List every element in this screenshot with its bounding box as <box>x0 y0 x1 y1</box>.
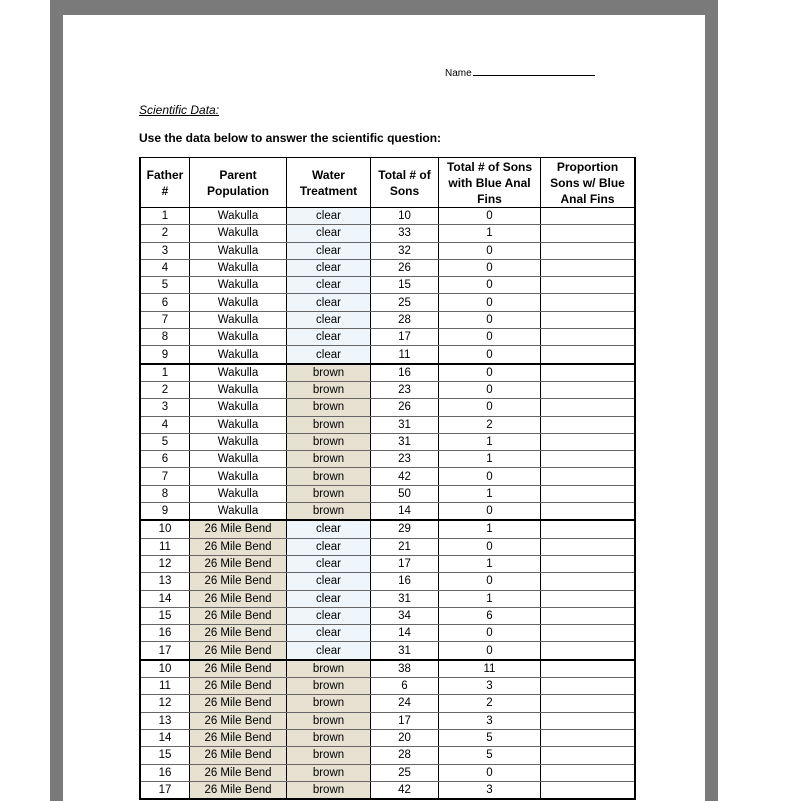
cell-water-treatment: brown <box>287 399 371 416</box>
cell-water-treatment: clear <box>287 329 371 346</box>
cell-parent-population: Wakulla <box>190 259 287 276</box>
cell-total-sons: 33 <box>371 225 439 242</box>
cell-father: 15 <box>140 607 190 624</box>
cell-father: 11 <box>140 678 190 695</box>
cell-parent-population: Wakulla <box>190 503 287 521</box>
cell-total-sons: 16 <box>371 573 439 590</box>
cell-father: 12 <box>140 555 190 572</box>
cell-water-treatment: clear <box>287 208 371 225</box>
cell-water-treatment: brown <box>287 764 371 781</box>
cell-blue-anal-fins: 6 <box>439 607 541 624</box>
cell-proportion[interactable] <box>541 451 636 468</box>
cell-proportion[interactable] <box>541 416 636 433</box>
cell-father: 3 <box>140 242 190 259</box>
cell-total-sons: 29 <box>371 520 439 538</box>
table-row <box>140 399 635 416</box>
cell-water-treatment: clear <box>287 625 371 642</box>
cell-father: 16 <box>140 764 190 781</box>
cell-proportion[interactable] <box>541 764 636 781</box>
name-label: Name <box>445 68 472 79</box>
cell-total-sons: 16 <box>371 364 439 382</box>
cell-water-treatment: brown <box>287 416 371 433</box>
cell-proportion[interactable] <box>541 346 636 364</box>
cell-proportion[interactable] <box>541 485 636 502</box>
cell-blue-anal-fins: 3 <box>439 781 541 799</box>
cell-total-sons: 6 <box>371 678 439 695</box>
cell-water-treatment: clear <box>287 259 371 276</box>
cell-water-treatment: brown <box>287 433 371 450</box>
cell-parent-population: 26 Mile Bend <box>190 538 287 555</box>
cell-proportion[interactable] <box>541 329 636 346</box>
data-table <box>139 157 636 800</box>
cell-blue-anal-fins: 0 <box>439 242 541 259</box>
cell-water-treatment: clear <box>287 311 371 328</box>
cell-blue-anal-fins: 0 <box>439 764 541 781</box>
cell-father: 1 <box>140 208 190 225</box>
table-row <box>140 294 635 311</box>
cell-proportion[interactable] <box>541 712 636 729</box>
cell-blue-anal-fins: 0 <box>439 642 541 660</box>
cell-proportion[interactable] <box>541 781 636 799</box>
table-row <box>140 729 635 746</box>
cell-parent-population: Wakulla <box>190 329 287 346</box>
cell-blue-anal-fins: 0 <box>439 503 541 521</box>
cell-proportion[interactable] <box>541 311 636 328</box>
cell-blue-anal-fins: 5 <box>439 747 541 764</box>
cell-total-sons: 14 <box>371 625 439 642</box>
table-row <box>140 695 635 712</box>
cell-total-sons: 31 <box>371 642 439 660</box>
cell-proportion[interactable] <box>541 678 636 695</box>
cell-total-sons: 50 <box>371 485 439 502</box>
cell-father: 6 <box>140 451 190 468</box>
table-row <box>140 433 635 450</box>
cell-parent-population: 26 Mile Bend <box>190 625 287 642</box>
cell-parent-population: Wakulla <box>190 416 287 433</box>
viewer-frame-right <box>705 0 718 801</box>
cell-proportion[interactable] <box>541 747 636 764</box>
table-row <box>140 311 635 328</box>
cell-proportion[interactable] <box>541 590 636 607</box>
table-row <box>140 346 635 364</box>
cell-blue-anal-fins: 1 <box>439 555 541 572</box>
cell-blue-anal-fins: 3 <box>439 678 541 695</box>
cell-total-sons: 31 <box>371 416 439 433</box>
cell-proportion[interactable] <box>541 642 636 660</box>
table-row <box>140 364 635 382</box>
cell-water-treatment: clear <box>287 573 371 590</box>
table-row <box>140 660 635 678</box>
table-row <box>140 242 635 259</box>
cell-blue-anal-fins: 0 <box>439 538 541 555</box>
table-row <box>140 555 635 572</box>
cell-proportion[interactable] <box>541 294 636 311</box>
cell-water-treatment: brown <box>287 451 371 468</box>
cell-parent-population: Wakulla <box>190 451 287 468</box>
cell-parent-population: 26 Mile Bend <box>190 555 287 572</box>
cell-water-treatment: clear <box>287 225 371 242</box>
table-row <box>140 781 635 799</box>
table-row <box>140 538 635 555</box>
table-row <box>140 503 635 521</box>
cell-father: 7 <box>140 311 190 328</box>
viewer-frame-top <box>50 0 718 15</box>
cell-proportion[interactable] <box>541 399 636 416</box>
cell-father: 3 <box>140 399 190 416</box>
cell-parent-population: 26 Mile Bend <box>190 781 287 799</box>
cell-total-sons: 23 <box>371 381 439 398</box>
cell-father: 8 <box>140 329 190 346</box>
cell-total-sons: 34 <box>371 607 439 624</box>
cell-blue-anal-fins: 1 <box>439 590 541 607</box>
table-row <box>140 381 635 398</box>
cell-total-sons: 26 <box>371 259 439 276</box>
cell-father: 12 <box>140 695 190 712</box>
cell-total-sons: 23 <box>371 451 439 468</box>
cell-water-treatment: brown <box>287 781 371 799</box>
table-row <box>140 520 635 538</box>
cell-father: 2 <box>140 381 190 398</box>
cell-parent-population: Wakulla <box>190 225 287 242</box>
cell-blue-anal-fins: 0 <box>439 294 541 311</box>
cell-proportion[interactable] <box>541 573 636 590</box>
cell-father: 1 <box>140 364 190 382</box>
cell-total-sons: 11 <box>371 346 439 364</box>
header-proportion: Proportion Sons w/ Blue Anal Fins <box>541 158 636 208</box>
cell-parent-population: Wakulla <box>190 346 287 364</box>
cell-total-sons: 15 <box>371 277 439 294</box>
table-row <box>140 678 635 695</box>
cell-parent-population: 26 Mile Bend <box>190 695 287 712</box>
cell-father: 13 <box>140 573 190 590</box>
cell-proportion[interactable] <box>541 607 636 624</box>
cell-proportion[interactable] <box>541 520 636 538</box>
cell-proportion[interactable] <box>541 225 636 242</box>
cell-total-sons: 42 <box>371 468 439 485</box>
cell-water-treatment: brown <box>287 381 371 398</box>
cell-water-treatment: brown <box>287 678 371 695</box>
cell-total-sons: 38 <box>371 660 439 678</box>
cell-father: 7 <box>140 468 190 485</box>
cell-father: 14 <box>140 590 190 607</box>
table-row <box>140 590 635 607</box>
header-water-treatment: Water Treatment <box>287 158 371 208</box>
cell-father: 10 <box>140 520 190 538</box>
cell-parent-population: 26 Mile Bend <box>190 573 287 590</box>
cell-father: 17 <box>140 642 190 660</box>
header-blue-anal-fins: Total # of Sons with Blue Anal Fins <box>439 158 541 208</box>
cell-parent-population: Wakulla <box>190 242 287 259</box>
table-row <box>140 225 635 242</box>
cell-total-sons: 17 <box>371 712 439 729</box>
cell-total-sons: 20 <box>371 729 439 746</box>
cell-blue-anal-fins: 0 <box>439 364 541 382</box>
cell-water-treatment: clear <box>287 607 371 624</box>
cell-blue-anal-fins: 1 <box>439 433 541 450</box>
cell-water-treatment: brown <box>287 503 371 521</box>
cell-blue-anal-fins: 2 <box>439 695 541 712</box>
cell-parent-population: 26 Mile Bend <box>190 712 287 729</box>
cell-total-sons: 24 <box>371 695 439 712</box>
cell-water-treatment: brown <box>287 729 371 746</box>
cell-total-sons: 28 <box>371 747 439 764</box>
table-row <box>140 764 635 781</box>
cell-parent-population: 26 Mile Bend <box>190 590 287 607</box>
cell-father: 9 <box>140 346 190 364</box>
table-row <box>140 607 635 624</box>
cell-father: 10 <box>140 660 190 678</box>
cell-proportion[interactable] <box>541 729 636 746</box>
cell-father: 6 <box>140 294 190 311</box>
cell-total-sons: 10 <box>371 208 439 225</box>
cell-water-treatment: brown <box>287 485 371 502</box>
cell-total-sons: 32 <box>371 242 439 259</box>
cell-father: 5 <box>140 277 190 294</box>
cell-father: 2 <box>140 225 190 242</box>
cell-proportion[interactable] <box>541 503 636 521</box>
cell-proportion[interactable] <box>541 364 636 382</box>
cell-parent-population: Wakulla <box>190 277 287 294</box>
cell-parent-population: 26 Mile Bend <box>190 764 287 781</box>
table-row <box>140 712 635 729</box>
table-row <box>140 468 635 485</box>
cell-water-treatment: clear <box>287 538 371 555</box>
cell-total-sons: 17 <box>371 555 439 572</box>
cell-father: 4 <box>140 259 190 276</box>
header-parent-population: Parent Population <box>190 158 287 208</box>
table-body <box>140 208 635 800</box>
cell-total-sons: 25 <box>371 764 439 781</box>
table-row <box>140 747 635 764</box>
cell-father: 13 <box>140 712 190 729</box>
cell-parent-population: Wakulla <box>190 381 287 398</box>
cell-water-treatment: clear <box>287 590 371 607</box>
header-total-sons: Total # of Sons <box>371 158 439 208</box>
cell-proportion[interactable] <box>541 555 636 572</box>
name-blank-line[interactable] <box>473 66 595 76</box>
cell-parent-population: Wakulla <box>190 399 287 416</box>
cell-father: 17 <box>140 781 190 799</box>
cell-parent-population: 26 Mile Bend <box>190 642 287 660</box>
cell-water-treatment: clear <box>287 242 371 259</box>
cell-parent-population: Wakulla <box>190 311 287 328</box>
cell-water-treatment: clear <box>287 555 371 572</box>
table-row <box>140 259 635 276</box>
cell-parent-population: 26 Mile Bend <box>190 660 287 678</box>
cell-father: 4 <box>140 416 190 433</box>
cell-father: 5 <box>140 433 190 450</box>
cell-parent-population: Wakulla <box>190 468 287 485</box>
cell-parent-population: Wakulla <box>190 485 287 502</box>
cell-water-treatment: clear <box>287 520 371 538</box>
cell-blue-anal-fins: 0 <box>439 381 541 398</box>
cell-father: 15 <box>140 747 190 764</box>
cell-parent-population: 26 Mile Bend <box>190 607 287 624</box>
cell-water-treatment: brown <box>287 712 371 729</box>
cell-father: 16 <box>140 625 190 642</box>
cell-blue-anal-fins: 0 <box>439 625 541 642</box>
cell-blue-anal-fins: 0 <box>439 329 541 346</box>
cell-water-treatment: brown <box>287 747 371 764</box>
cell-parent-population: 26 Mile Bend <box>190 678 287 695</box>
cell-blue-anal-fins: 11 <box>439 660 541 678</box>
cell-blue-anal-fins: 0 <box>439 259 541 276</box>
section-title: Scientific Data: <box>139 103 220 117</box>
cell-father: 8 <box>140 485 190 502</box>
cell-proportion[interactable] <box>541 208 636 225</box>
cell-parent-population: Wakulla <box>190 294 287 311</box>
cell-blue-anal-fins: 5 <box>439 729 541 746</box>
cell-total-sons: 21 <box>371 538 439 555</box>
table-row <box>140 416 635 433</box>
cell-blue-anal-fins: 0 <box>439 311 541 328</box>
cell-proportion[interactable] <box>541 660 636 678</box>
cell-proportion[interactable] <box>541 277 636 294</box>
cell-water-treatment: clear <box>287 642 371 660</box>
table-row <box>140 573 635 590</box>
cell-blue-anal-fins: 0 <box>439 468 541 485</box>
cell-total-sons: 28 <box>371 311 439 328</box>
table-header-row <box>140 158 635 208</box>
table-row <box>140 277 635 294</box>
cell-total-sons: 31 <box>371 433 439 450</box>
cell-proportion[interactable] <box>541 381 636 398</box>
cell-proportion[interactable] <box>541 433 636 450</box>
table-row <box>140 625 635 642</box>
cell-proportion[interactable] <box>541 468 636 485</box>
cell-total-sons: 14 <box>371 503 439 521</box>
cell-blue-anal-fins: 0 <box>439 399 541 416</box>
cell-total-sons: 17 <box>371 329 439 346</box>
table-row <box>140 642 635 660</box>
cell-parent-population: 26 Mile Bend <box>190 520 287 538</box>
cell-proportion[interactable] <box>541 625 636 642</box>
cell-blue-anal-fins: 1 <box>439 451 541 468</box>
header-father: Father # <box>140 158 190 208</box>
cell-parent-population: 26 Mile Bend <box>190 747 287 764</box>
name-field[interactable] <box>445 66 595 79</box>
cell-father: 11 <box>140 538 190 555</box>
table-row <box>140 208 635 225</box>
cell-parent-population: 26 Mile Bend <box>190 729 287 746</box>
table-row <box>140 329 635 346</box>
cell-proportion[interactable] <box>541 242 636 259</box>
instruction-text: Use the data below to answer the scientific question: <box>139 131 442 145</box>
cell-blue-anal-fins: 0 <box>439 346 541 364</box>
table-row <box>140 451 635 468</box>
cell-total-sons: 31 <box>371 590 439 607</box>
cell-proportion[interactable] <box>541 538 636 555</box>
cell-blue-anal-fins: 3 <box>439 712 541 729</box>
cell-water-treatment: clear <box>287 277 371 294</box>
cell-blue-anal-fins: 1 <box>439 520 541 538</box>
table-row <box>140 485 635 502</box>
cell-father: 14 <box>140 729 190 746</box>
viewer-frame-left <box>50 0 63 801</box>
cell-water-treatment: clear <box>287 346 371 364</box>
cell-water-treatment: clear <box>287 294 371 311</box>
cell-water-treatment: brown <box>287 695 371 712</box>
cell-blue-anal-fins: 0 <box>439 573 541 590</box>
cell-total-sons: 26 <box>371 399 439 416</box>
cell-water-treatment: brown <box>287 468 371 485</box>
cell-total-sons: 25 <box>371 294 439 311</box>
cell-water-treatment: brown <box>287 364 371 382</box>
cell-water-treatment: brown <box>287 660 371 678</box>
cell-parent-population: Wakulla <box>190 208 287 225</box>
cell-blue-anal-fins: 0 <box>439 277 541 294</box>
cell-proportion[interactable] <box>541 259 636 276</box>
cell-blue-anal-fins: 0 <box>439 208 541 225</box>
cell-blue-anal-fins: 1 <box>439 485 541 502</box>
cell-father: 9 <box>140 503 190 521</box>
cell-parent-population: Wakulla <box>190 433 287 450</box>
cell-blue-anal-fins: 2 <box>439 416 541 433</box>
cell-parent-population: Wakulla <box>190 364 287 382</box>
cell-proportion[interactable] <box>541 695 636 712</box>
cell-blue-anal-fins: 1 <box>439 225 541 242</box>
cell-total-sons: 42 <box>371 781 439 799</box>
